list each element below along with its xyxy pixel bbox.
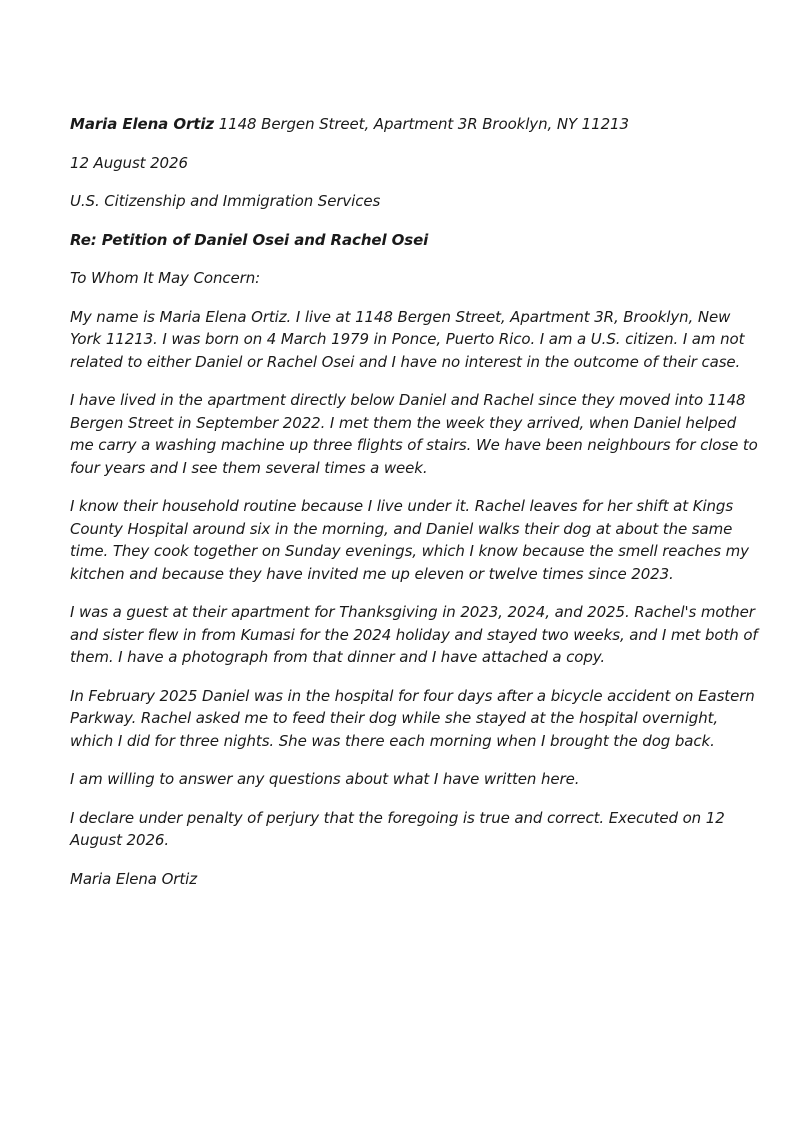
sender-name: Maria Elena Ortiz bbox=[70, 115, 215, 133]
letter-date: 12 August 2026 bbox=[70, 153, 188, 172]
paragraph-identity: My name is Maria Elena Ortiz. I live at 1148 Bergen Street, Apartment 3R, Brooklyn, New York 11213. I was born on 4 March 1979 in Ponce, Puerto Rico. I am a U.S. citizen. I am not related to either Daniel or Rachel Osei and I have no interest in the outcome of their case. bbox=[70, 307, 745, 371]
subject-line: Re: Petition of Daniel Osei and Rachel Osei bbox=[70, 230, 429, 249]
paragraph-routine: I know their household routine because I live under it. Rachel leaves for her shift at Kings County Hospital around six in the morning, and Daniel walks their dog at about the same time. They cook together on Sunday evenings, which I know because the smell reaches my kitchen and because they have invited me up eleven or twelve times since 2023. bbox=[70, 497, 749, 583]
paragraph-thanksgiving: I was a guest at their apartment for Thanksgiving in 2023, 2024, and 2025. Rachel's mother and sister flew in from Kumasi for the 2024 holiday and stayed two weeks, and I met both of them. I have a photograph from that dinner and I have attached a copy. bbox=[70, 603, 758, 666]
salutation: To Whom It May Concern: bbox=[70, 269, 261, 287]
paragraph-relationship: I have lived in the apartment directly below Daniel and Rachel since they moved into 1148 Bergen Street in September 2022. I met them the week they arrived, when Daniel helped me carry a washing machine up three flights of stairs. We have been neighbours for close to four years and I see them several times a week. bbox=[70, 391, 758, 477]
sender-address: 1148 Bergen Street, Apartment 3R Brooklyn, NY 11213 bbox=[218, 115, 629, 133]
signature: Maria Elena Ortiz bbox=[70, 869, 197, 888]
paragraph-willing: I am willing to answer any questions about what I have written here. bbox=[70, 770, 580, 788]
paragraph-hospital: In February 2025 Daniel was in the hospital for four days after a bicycle accident on Eastern Parkway. Rachel asked me to feed their dog while she stayed at the hospital overnight, which I did for three nights. She was there each morning when I brought the dog back. bbox=[70, 686, 755, 750]
paragraph-declaration: I declare under penalty of perjury that the foregoing is true and correct. Executed on 12 August 2026. bbox=[70, 808, 725, 849]
sender-block bbox=[70, 113, 760, 136]
recipient: U.S. Citizenship and Immigration Services bbox=[70, 192, 381, 210]
